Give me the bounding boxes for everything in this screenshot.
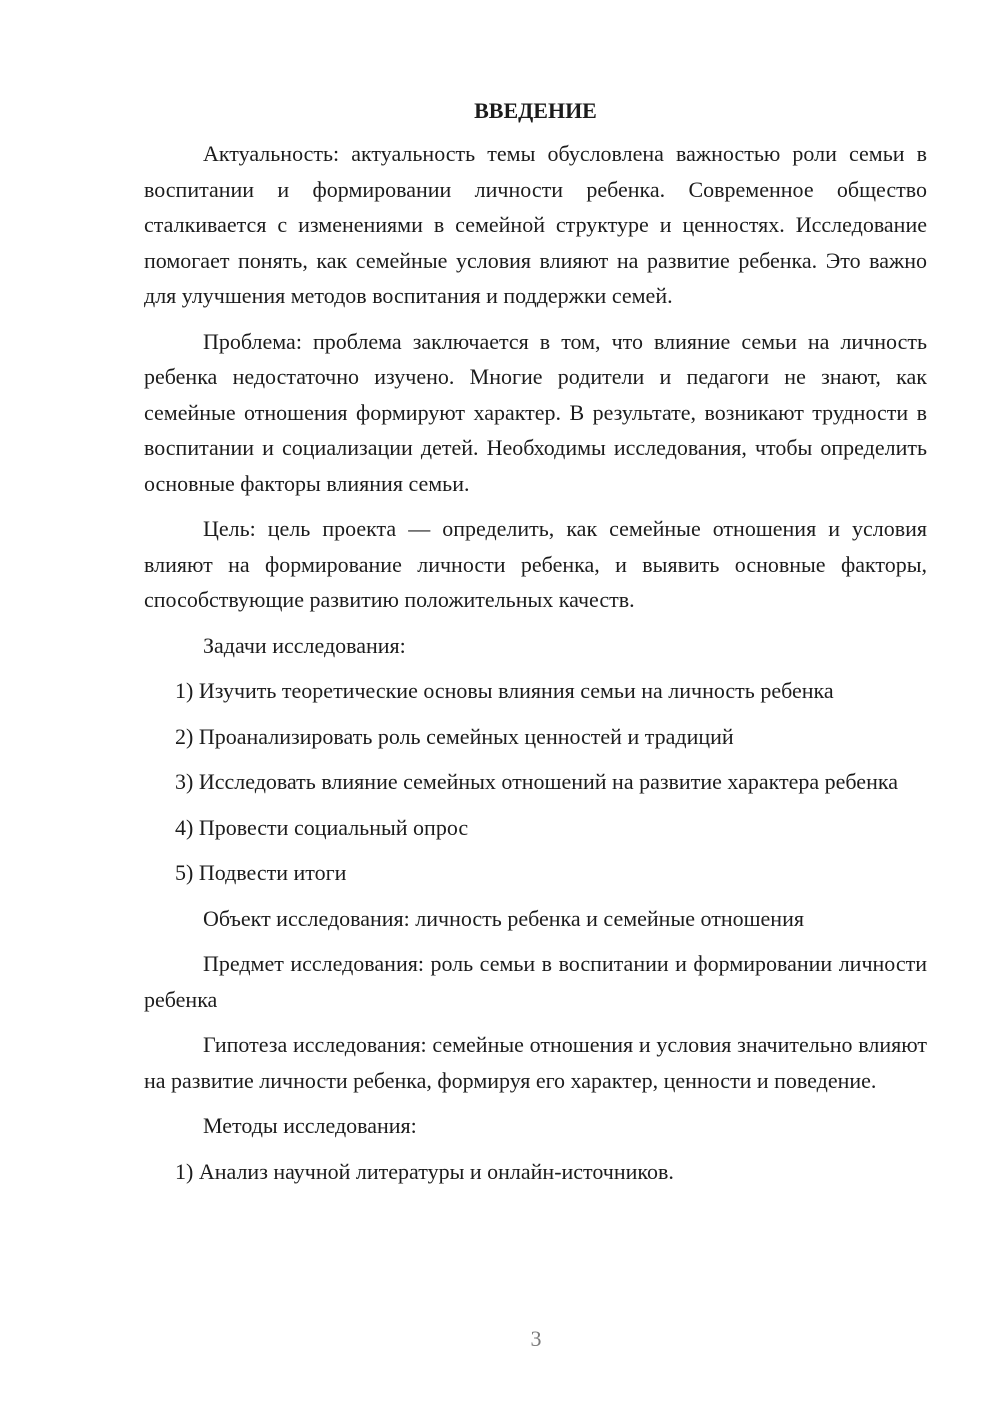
- method-item: 1) Анализ научной литературы и онлайн-источников.: [175, 1158, 674, 1184]
- relevance-paragraph: Актуальность: актуальность темы обусловлена важностью роли семьи в воспитании и формировании личности ребенка. Современное общество сталкивается с изменениями в семейной структуре и ценностях. Исследование помогает понять, как семейные условия влияют на развитие ребенка. Это важно для улучшения методов воспитания и поддержки семей.: [144, 141, 927, 308]
- subject-paragraph: Предмет исследования: роль семьи в воспитании и формировании личности ребенка: [144, 951, 927, 1012]
- task-item: 2) Проанализировать роль семейных ценностей и традиций: [175, 723, 734, 749]
- methods-heading: Методы исследования:: [203, 1113, 417, 1138]
- page-title: ВВЕДЕНИЕ: [474, 98, 597, 123]
- goal-paragraph: Цель: цель проекта — определить, как семейные отношения и условия влияют на формирование личности ребенка, и выявить основные факторы, способствующие развитию положительных качеств.: [144, 516, 927, 612]
- problem-paragraph: Проблема: проблема заключается в том, что влияние семьи на личность ребенка недостаточно изучено. Многие родители и педагоги не знают, как семейные отношения формируют характер. В результате, возникают трудности в воспитании и социализации детей. Необходимы исследования, чтобы определить основные факторы влияния семьи.: [144, 328, 927, 496]
- page-number: 3: [530, 1326, 542, 1351]
- tasks-heading: Задачи исследования:: [203, 632, 406, 658]
- task-item: 5) Подвести итоги: [175, 860, 347, 885]
- object-paragraph: Объект исследования: личность ребенка и семейные отношения: [203, 905, 804, 931]
- task-item: 4) Провести социальный опрос: [175, 814, 469, 840]
- hypothesis-paragraph: Гипотеза исследования: семейные отношения и условия значительно влияют на развитие личности ребенка, формируя его характер, ценности и поведение.: [144, 1032, 927, 1093]
- page-content: [144, 96, 927, 1199]
- task-item: 3) Исследовать влияние семейных отношений на развитие характера ребенка: [175, 769, 898, 794]
- task-item: 1) Изучить теоретические основы влияния семьи на личность ребенка: [175, 678, 834, 703]
